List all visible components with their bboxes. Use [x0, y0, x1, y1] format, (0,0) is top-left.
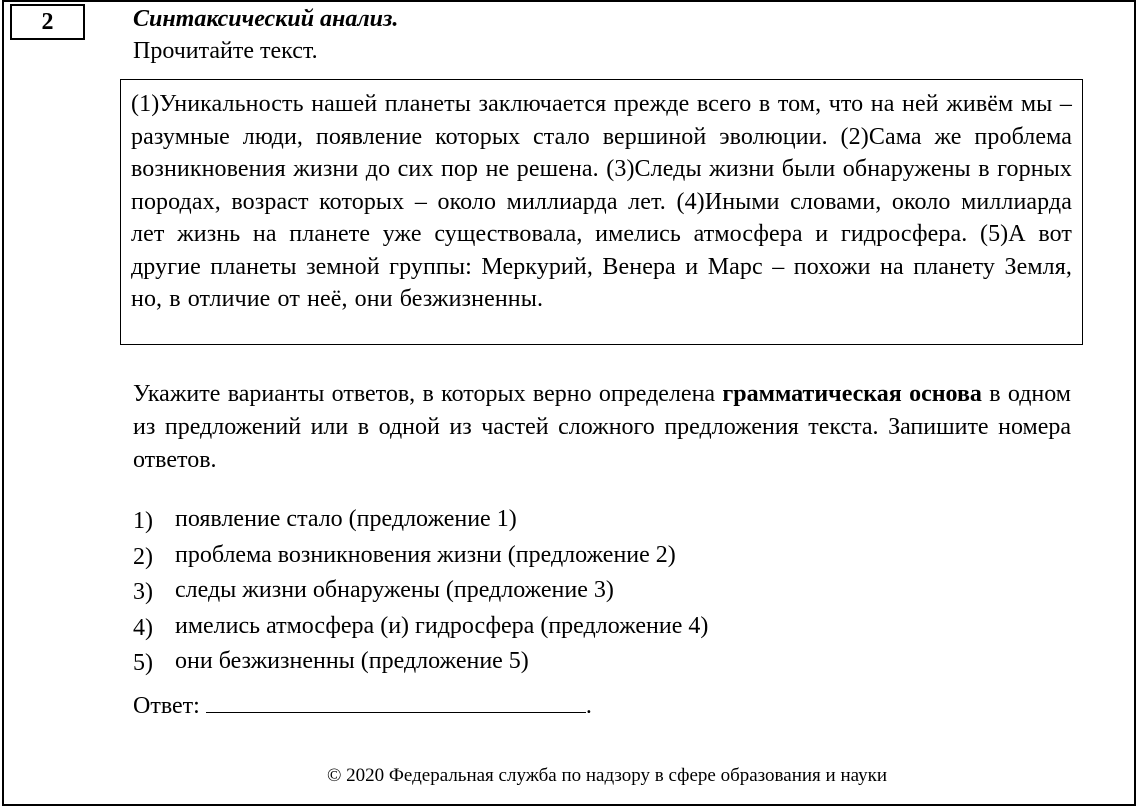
footer [0, 765, 1142, 787]
option-item-5 [133, 644, 1033, 680]
option-text: появление стало (предложение 1) [175, 506, 517, 532]
passage-box [120, 79, 1083, 345]
option-number: 2) [133, 543, 153, 570]
answer-end: . [585, 693, 592, 719]
answer-label: Ответ: [133, 693, 200, 719]
task-subtitle: Прочитайте текст. [133, 38, 318, 64]
option-text: имелись атмосфера (и) гидросфера (предложение 4) [175, 612, 709, 639]
option-item-3 [133, 573, 1033, 609]
instruction-bold-term: грамматическая основа [722, 381, 982, 407]
option-item-2 [133, 538, 1033, 574]
option-item-1 [133, 502, 1033, 538]
option-text: проблема возникновения жизни (предложение 2) [175, 541, 676, 568]
answer-row [133, 690, 592, 720]
option-number: 4) [133, 614, 153, 641]
instruction [133, 378, 1071, 477]
answer-options [133, 502, 1033, 680]
task-number: 2 [10, 4, 85, 40]
option-number: 5) [133, 650, 153, 676]
passage-text: (1)Уникальность нашей планеты заключается прежде всего в том, что на ней живём мы – разумные люди, появление которых стало вершиной эволюции. (2)Сама же проблема возникновения жизни до сих пор не решена. (3)Следы жизни были обнаружены в горных породах, возраст которых – около миллиарда лет. (4)Иными словами, около миллиарда лет жизнь на планете уже существовала, имелись атмосфера и гидросфера. (5)А вот другие планеты земной группы: Меркурий, Венера и Марс – похожи на планету Земля, но, в отличие от неё, они безжизненны. [131, 91, 1072, 312]
instruction-text-before: Укажите варианты ответов, в которых верно определена [133, 381, 723, 407]
task-title: Синтаксический анализ. [133, 6, 399, 32]
option-number: 3) [133, 579, 153, 605]
option-number: 1) [133, 508, 153, 534]
option-text: следы жизни обнаружены (предложение 3) [175, 577, 614, 603]
instruction-text-after: в одном из предложений или в одной из частей сложного предложения текста. Запишите номера ответов. [133, 381, 1071, 473]
answer-input-line[interactable] [206, 690, 586, 713]
option-item-4 [133, 609, 1033, 645]
copyright-text: © 2020 Федеральная служба по надзору в сфере образования и науки [326, 765, 887, 786]
option-text: они безжизненны (предложение 5) [175, 648, 529, 674]
